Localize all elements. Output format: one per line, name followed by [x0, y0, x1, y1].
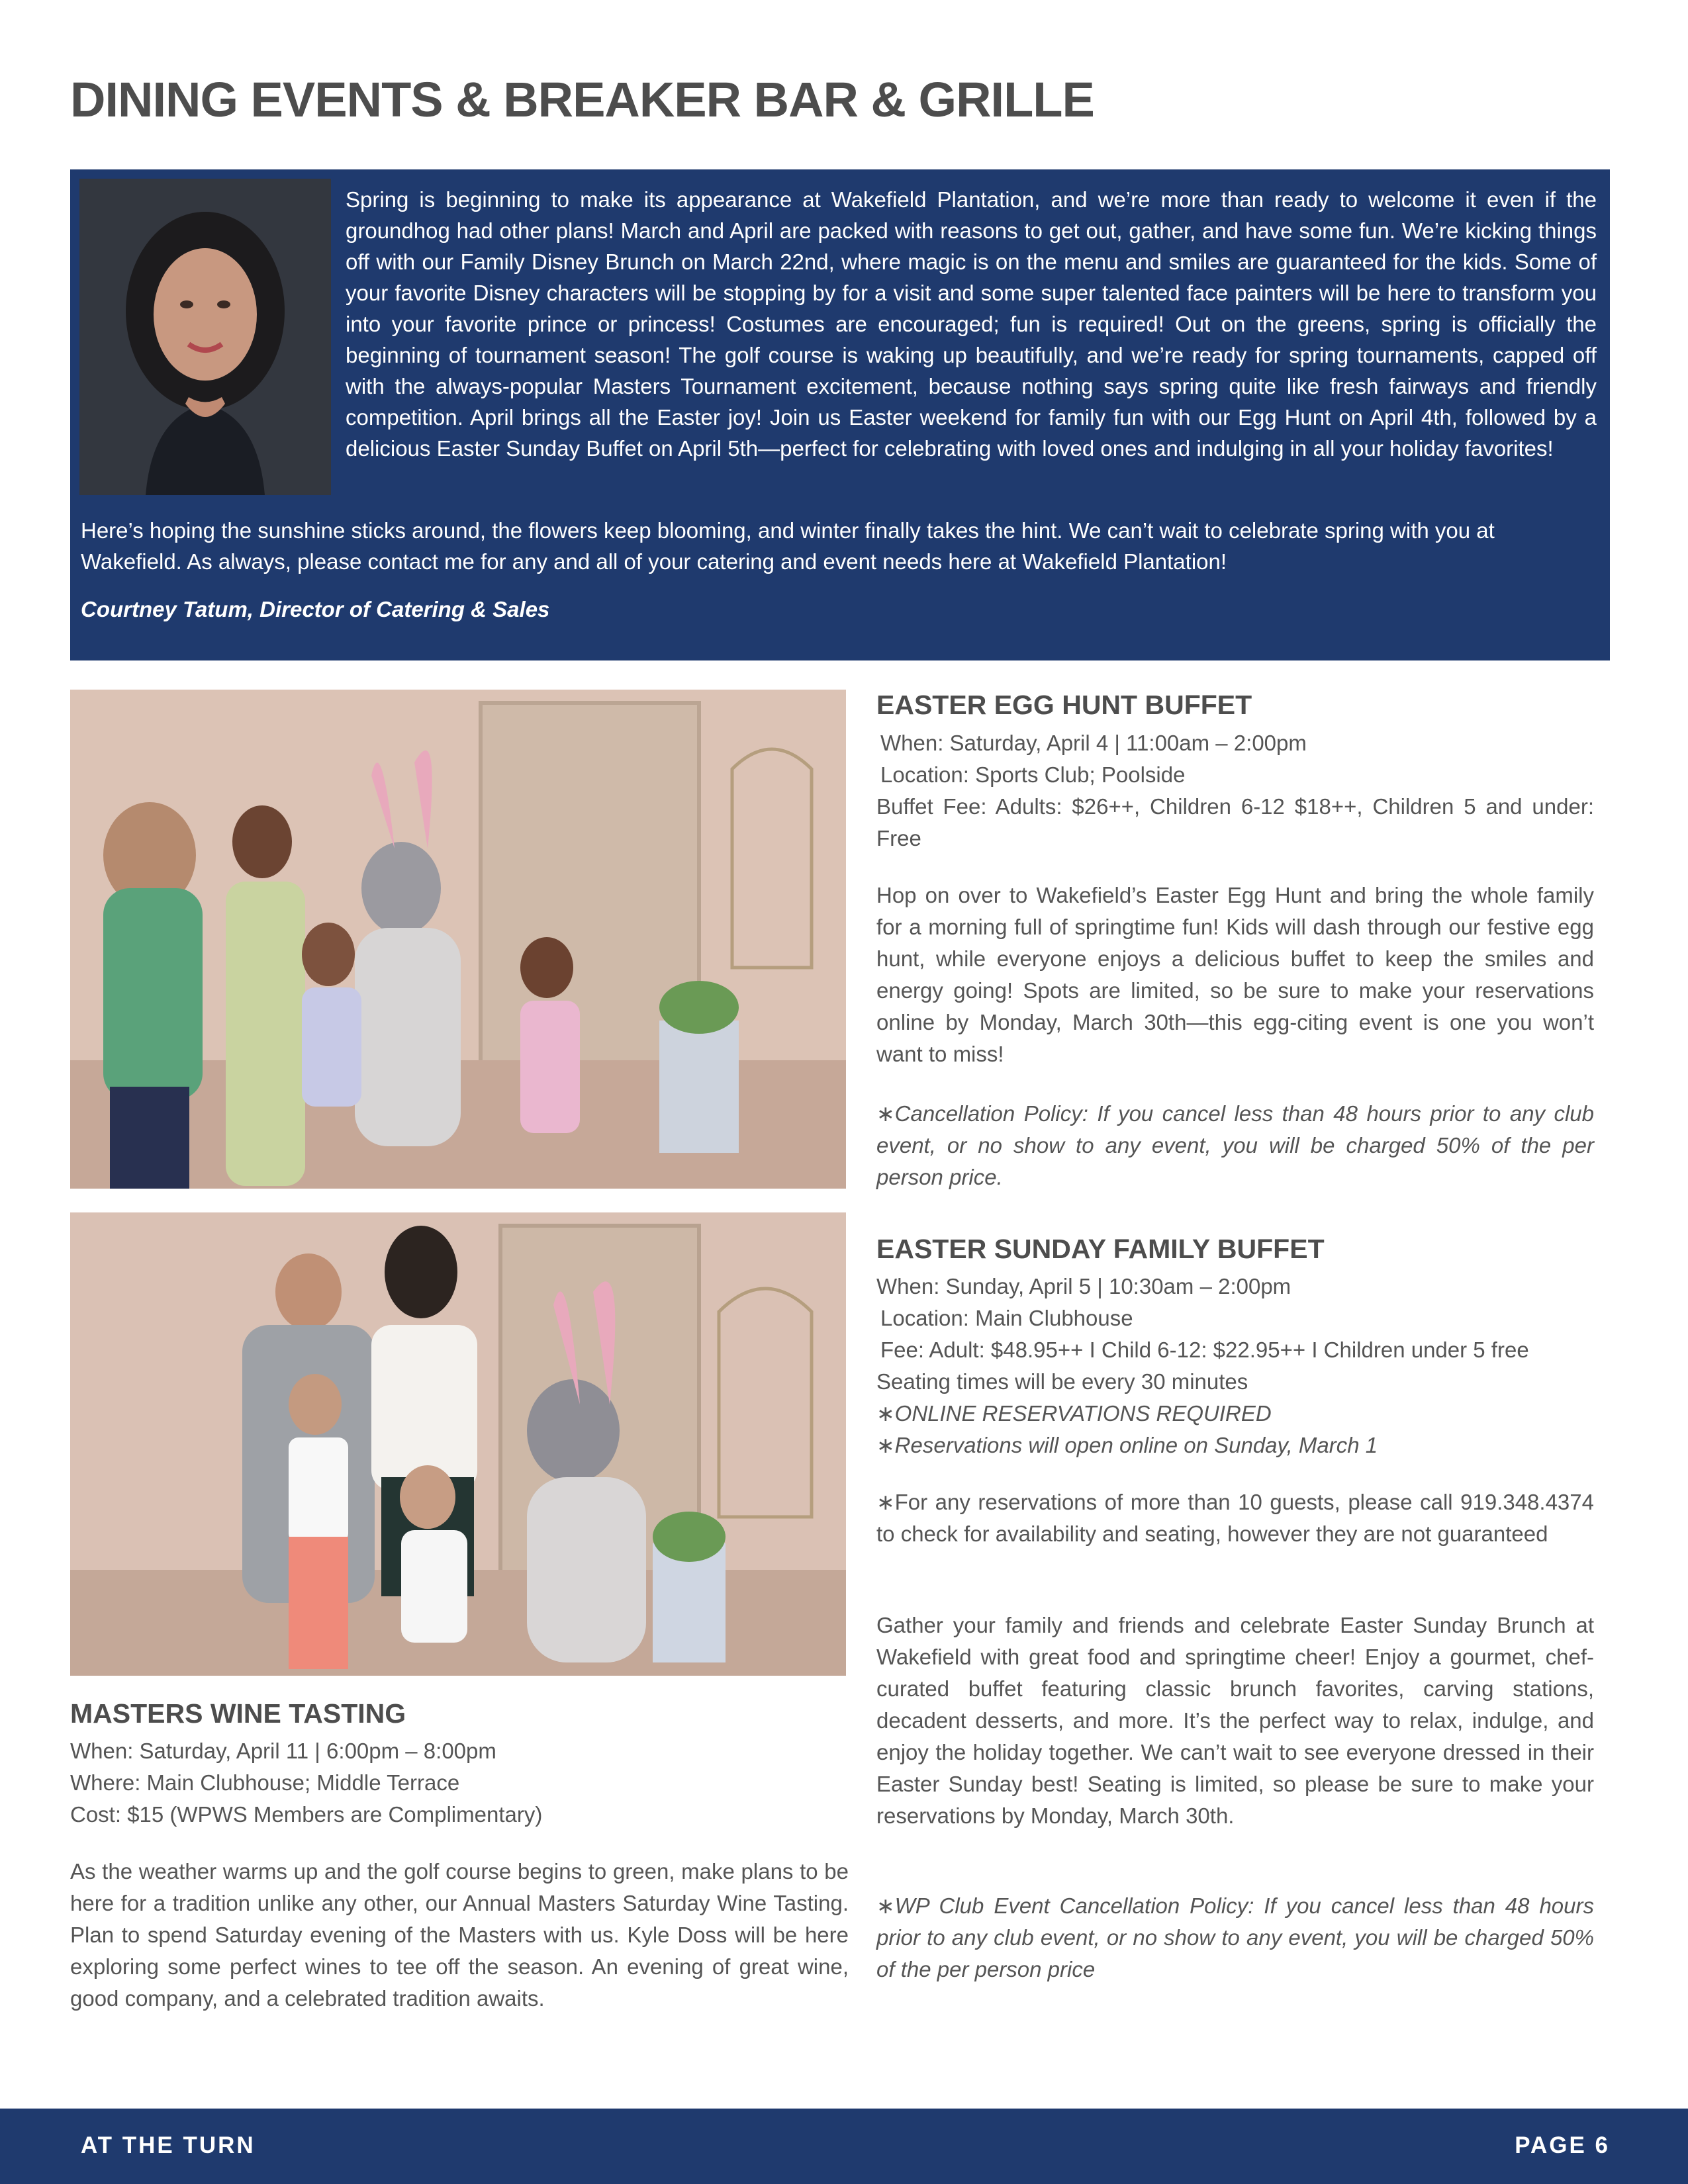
egg-hunt-policy: ∗Cancellation Policy: If you cancel less than 48 hours prior to any club event, or no show to any event, you will be charged 50% of the per person price. [876, 1101, 1594, 1189]
masters-description: As the weather warms up and the golf course begins to green, make plans to be here for a tradition unlike any other, our Annual Masters Saturday Wine Tasting. Plan to spend Saturday evening of the Masters with us. Kyle Doss will be here exploring some perfect wines to tee off the season. An evening of great wine, good company, and a celebrated tradition awaits. [70, 1859, 849, 2011]
intro-paragraph: Spring is beginning to make its appearance at Wakefield Plantation, and we’re more than ready to welcome it even if the groundhog had other plans! March and April are packed with reasons to get out, gather, and have some fun. We’re kicking things off with our Family Disney Brunch on March 22nd, where magic is on the menu and smiles are guaranteed for the kids. Some of your favorite Disney characters will be stopping by for a visit and some super talented face painters will be here to transform you into your favorite prince or princess! Costumes are encouraged; fun is required! Out on the greens, spring is officially the beginning of tournament season! The golf course is waking up beautifully, and we’re ready for spring tournaments, capped off with the always-popular Masters Tournament excitement, because nothing says spring quite like fresh fairways and friendly competition. April brings all the Easter joy! Join us Easter weekend for family fun with our Egg Hunt on April 4th, followed by a delicious Easter Sunday Buffet on April 5th—perfect for celebrating with loved ones and indulging in all your holiday favorites! [346, 187, 1597, 461]
masters-title: MASTERS WINE TASTING [70, 1698, 406, 1729]
footer-bar [0, 2109, 1688, 2184]
easter-bunny-family-photo-2 [70, 1212, 846, 1676]
easter-sunday-description: Gather your family and friends and celebrate Easter Sunday Brunch at Wakefield with great food and springtime cheer! Enjoy a gourmet, chef-curated buffet featuring classic brunch favorites, carving stations, decadent desserts, and more. It’s the perfect way to relax, indulge, and enjoy the holiday together. We can’t wait to see everyone dressed in their Easter Sunday best! Seating is limited, so please be sure to make your reservations by Monday, March 30th. [876, 1613, 1594, 1828]
footer-page-number: PAGE 6 [1515, 2132, 1610, 2158]
easter-sunday-policy: ∗WP Club Event Cancellation Policy: If you cancel less than 48 hours prior to any club event, or no show to any event, you will be charged 50% of the per person price [876, 1893, 1594, 1981]
egg-hunt-description: Hop on over to Wakefield’s Easter Egg Hunt and bring the whole family for a morning full of springtime fun! Kids will dash through our festive egg hunt, while everyone enjoys a delicious buffet to keep the smiles and energy going! Spots are limited, so be sure to make your reservations online by Monday, March 30th—this egg-citing event is one you won’t want to miss! [876, 883, 1594, 1066]
portrait-image [79, 179, 331, 495]
easter-sunday-fee: Fee: Adult: $48.95++ I Child 6-12: $22.95++ I Children under 5 free [880, 1338, 1529, 1362]
intro-signature: Courtney Tatum, Director of Catering & Sales [81, 597, 550, 621]
masters-cost: Cost: $15 (WPWS Members are Complimentary) [70, 1802, 543, 1827]
easter-bunny-family-photo-1 [70, 690, 846, 1189]
easter-sunday-reservations-open: ∗Reservations will open online on Sunday, March 1 [876, 1433, 1378, 1457]
egg-hunt-when: When: Saturday, April 4 | 11:00am – 2:00pm [880, 731, 1307, 755]
intro-box [70, 169, 1610, 660]
page-title: DINING EVENTS & BREAKER BAR & GRILLE [70, 72, 1094, 127]
masters-when: When: Saturday, April 11 | 6:00pm – 8:00pm [70, 1739, 496, 1763]
easter-sunday-large-party: ∗For any reservations of more than 10 guests, please call 919.348.4374 to check for availability and seating, however they are not guaranteed [876, 1490, 1594, 1546]
easter-sunday-location: Location: Main Clubhouse [880, 1306, 1133, 1330]
egg-hunt-title: EASTER EGG HUNT BUFFET [876, 690, 1252, 720]
footer-publication-name: AT THE TURN [81, 2132, 256, 2158]
director-portrait [79, 179, 331, 495]
easter-sunday-when: When: Sunday, April 5 | 10:30am – 2:00pm [876, 1274, 1291, 1298]
egg-hunt-location: Location: Sports Club; Poolside [880, 762, 1186, 787]
easter-sunday-seating: Seating times will be every 30 minutes [876, 1369, 1248, 1394]
masters-where: Where: Main Clubhouse; Middle Terrace [70, 1770, 460, 1795]
intro-closing-paragraph: Here’s hoping the sunshine sticks around, the flowers keep blooming, and winter finally takes the hint. We can’t wait to celebrate spring with you at Wakefield. As always, please contact me for any and all of your catering and event needs here at Wakefield Plantation! [81, 518, 1495, 574]
easter-sunday-online-required: ∗ONLINE RESERVATIONS REQUIRED [876, 1401, 1272, 1426]
egg-hunt-fee: Buffet Fee: Adults: $26++, Children 6-12 $18++, Children 5 and under: Free [876, 794, 1594, 850]
easter-sunday-title: EASTER SUNDAY FAMILY BUFFET [876, 1234, 1325, 1264]
